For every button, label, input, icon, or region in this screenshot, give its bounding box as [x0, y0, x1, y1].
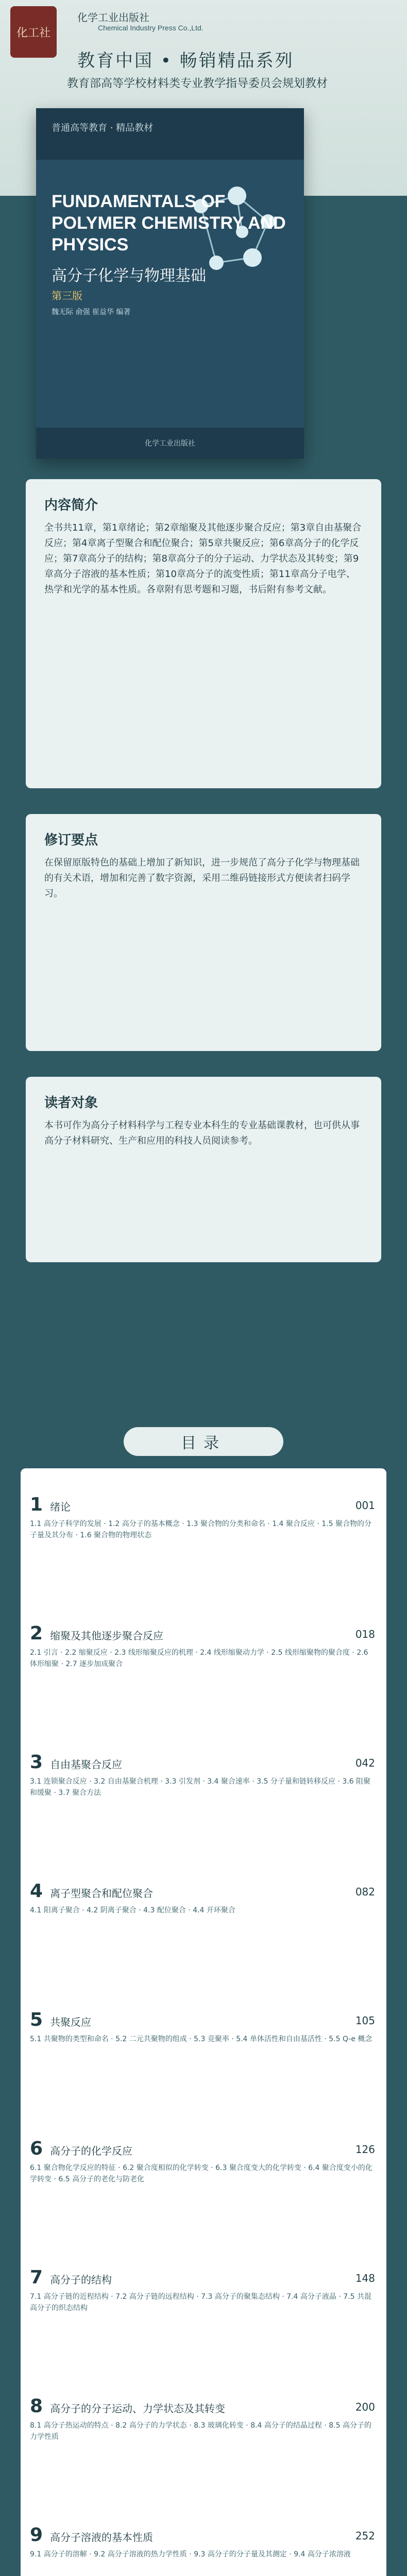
chapter-title: 共聚反应: [50, 2016, 92, 2028]
toc-chapter: [30, 1623, 375, 1670]
chapter-number: 1: [30, 1494, 43, 1515]
chapter-number: 9: [30, 2524, 43, 2546]
cover-edition: 第三版: [52, 290, 82, 302]
revision-body: 在保留原版特色的基础上增加了新知识，进一步规范了高分子化学与物理基础的有关术语，增加和完善了数字资源，采用二维码链接形式方便读者扫码学习。: [44, 857, 360, 899]
cover-title-en: FUNDAMENTALS OF POLYMER CHEMISTRY AND PHYSICS: [52, 192, 286, 255]
chapter-title: 绪论: [50, 1501, 71, 1513]
chapter-page: 200: [355, 2401, 375, 2413]
chapter-page: 148: [355, 2272, 375, 2284]
toc-chapter: [30, 2138, 375, 2185]
book-cover: [36, 108, 304, 459]
toc-heading: 目录: [124, 1427, 283, 1456]
revision-heading: 修订要点: [44, 833, 98, 848]
series-subtitle: 教育部高等学校材料类专业教学指导委员会规划教材: [67, 77, 328, 90]
toc-chapter: [30, 2396, 375, 2443]
chapter-number: 6: [30, 2138, 43, 2159]
toc-chapter: [30, 1494, 375, 1541]
chapter-sections: 7.1 高分子链的近程结构 · 7.2 高分子链的远程结构 · 7.3 高分子的聚集态结构 · 7.4 高分子液晶 · 7.5 共混高分子的织态结构: [30, 2293, 371, 2312]
cover-top-band: [36, 108, 304, 160]
chapter-number: 4: [30, 1880, 43, 1902]
chapter-title: 高分子溶液的基本性质: [50, 2531, 154, 2544]
cover-title-cn: 高分子化学与物理基础: [52, 267, 206, 285]
chapter-title: 自由基聚合反应: [50, 1758, 123, 1771]
chapter-page: 018: [355, 1628, 375, 1640]
revision-section: [26, 814, 381, 1051]
chapter-sections: 5.1 共聚物的类型和命名 · 5.2 二元共聚物的组成 · 5.3 竞聚率 · 5.4 单体活性和自由基活性 · 5.5 Q-e 概念: [30, 2035, 372, 2043]
toc-chapter: [30, 2009, 375, 2045]
cover-series-line: 普通高等教育 · 精品教材: [52, 123, 154, 133]
chapter-page: 126: [355, 2143, 375, 2156]
chapter-page: 001: [355, 1499, 375, 1512]
series-title: 教育中国 • 畅销精品系列: [77, 50, 294, 71]
chapter-page: 082: [355, 1886, 375, 1898]
chapter-sections: 4.1 阳离子聚合 · 4.2 阴离子聚合 · 4.3 配位聚合 · 4.4 开环聚合: [30, 1906, 235, 1914]
chapter-title: 缩聚及其他逐步聚合反应: [50, 1630, 164, 1642]
chapter-sections: 3.1 连锁聚合反应 · 3.2 自由基聚合机理 · 3.3 引发剂 · 3.4 聚合速率 · 3.5 分子量和链转移反应 · 3.6 阻聚和缓聚 · 3.7 聚合方法: [30, 1777, 371, 1797]
cover-authors: 魏无际 俞强 崔益华 编著: [52, 308, 131, 316]
chapter-title: 离子型聚合和配位聚合: [50, 1887, 154, 1900]
toc-chapter: [30, 2524, 375, 2560]
publisher-name: 化学工业出版社: [77, 11, 149, 24]
chapter-sections: 9.1 高分子的溶解 · 9.2 高分子溶液的热力学性质 · 9.3 高分子的分子量及其测定 · 9.4 高分子浓溶液: [30, 2550, 351, 2558]
chapter-sections: 2.1 引言 · 2.2 缩聚反应 · 2.3 线形缩聚反应的机理 · 2.4 线形缩聚动力学 · 2.5 线形缩聚物的聚合度 · 2.6 体形缩聚 · 2.7 逐步加成聚合: [30, 1649, 368, 1668]
chapter-title: 高分子的分子运动、力学状态及其转变: [50, 2402, 226, 2415]
intro-body: 全书共11章，第1章绪论；第2章缩聚及其他逐步聚合反应；第3章自由基聚合反应；第4章离子型聚合和配位聚合；第5章共聚反应；第6章高分子的化学反应；第7章高分子的结构；第8章高分子的分子运动、力学状态及其转变；第9章高分子溶液的基本性质；第10章高分子的流变性质；第11章高分子电学、热学和光学的基本性质。各章附有思考题和习题，书后附有参考文献。: [44, 522, 362, 595]
chapter-title: 高分子的结构: [50, 2274, 112, 2286]
readers-body: 本书可作为高分子材料科学与工程专业本科生的专业基础课教材，也可供从事高分子材料研究、生产和应用的科技人员阅读参考。: [44, 1120, 360, 1146]
chapter-number: 8: [30, 2396, 43, 2417]
chapter-title: 高分子的化学反应: [50, 2145, 133, 2157]
chapter-number: 5: [30, 2009, 43, 2030]
chapter-sections: 8.1 高分子热运动的特点 · 8.2 高分子的力学状态 · 8.3 玻璃化转变 · 8.4 高分子的结晶过程 · 8.5 高分子的力学性质: [30, 2421, 371, 2441]
cover-press: 化学工业出版社: [36, 428, 304, 459]
chapter-number: 3: [30, 1752, 43, 1773]
chapter-number: 7: [30, 2267, 43, 2288]
chapter-page: 252: [355, 2530, 375, 2542]
intro-heading: 内容简介: [44, 498, 98, 513]
readers-heading: 读者对象: [44, 1095, 98, 1111]
chapter-page: 042: [355, 1757, 375, 1769]
toc-chapter: [30, 2267, 375, 2314]
publisher-name-en: Chemical Industry Press Co.,Ltd.: [98, 24, 204, 32]
chapter-number: 2: [30, 1623, 43, 1644]
toc-chapter: [30, 1880, 375, 1916]
toc-chapter: [30, 1752, 375, 1799]
readers-section: [26, 1077, 381, 1262]
chapter-page: 105: [355, 2014, 375, 2027]
chapter-sections: 1.1 高分子科学的发展 · 1.2 高分子的基本概念 · 1.3 聚合物的分类和命名 · 1.4 聚合反应 · 1.5 聚合物的分子量及其分布 · 1.6 聚合物的物理状态: [30, 1520, 371, 1539]
series-badge: 化工社: [10, 6, 57, 58]
chapter-sections: 6.1 聚合物化学反应的特征 · 6.2 聚合度相似的化学转变 · 6.3 聚合度变大的化学转变 · 6.4 聚合度变小的化学转变 · 6.5 高分子的老化与防老化: [30, 2164, 372, 2183]
intro-section: [26, 479, 381, 788]
